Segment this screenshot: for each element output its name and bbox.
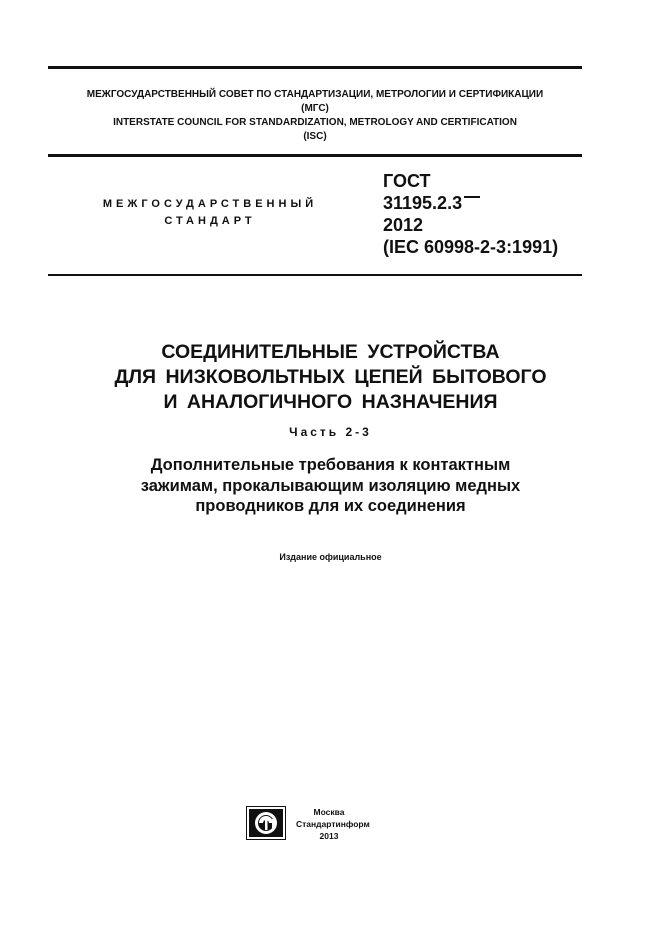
- standard-type: [70, 196, 350, 230]
- header-divider-rule: [48, 154, 582, 157]
- title-line1: СОЕДИНИТЕЛЬНЫЕ УСТРОЙСТВА: [161, 341, 500, 363]
- standard-code: ГОСТ: [383, 171, 431, 191]
- council-name-ru: МЕЖГОСУДАРСТВЕННЫЙ СОВЕТ ПО СТАНДАРТИЗАЦИИ, МЕТРОЛОГИИ И СЕРТИФИКАЦИИ: [86, 89, 544, 100]
- council-abbr-ru: (МГС): [301, 103, 329, 114]
- title-line3: И АНАЛОГИЧНОГО НАЗНАЧЕНИЯ: [163, 391, 498, 413]
- council-header: [48, 88, 582, 144]
- edition-note: Издание официальное: [279, 552, 382, 562]
- council-name-en: INTERSTATE COUNCIL FOR STANDARDIZATION, METROLOGY AND CERTIFICATION: [113, 117, 517, 128]
- number-dash: [464, 196, 480, 198]
- standard-year: 2012: [383, 215, 424, 235]
- publisher-city: Москва: [313, 807, 345, 817]
- standartinform-logo-icon: [246, 806, 286, 840]
- part-number: Часть 2-3: [289, 425, 372, 439]
- title-line2: ДЛЯ НИЗКОВОЛЬТНЫХ ЦЕПЕЙ БЫТОВОГО: [114, 366, 547, 388]
- designation-divider-rule: [48, 274, 582, 276]
- document-subtitle: [20, 455, 641, 517]
- top-rule: [48, 66, 582, 69]
- council-abbr-en: (ISC): [303, 131, 327, 142]
- standard-type-line2: СТАНДАРТ: [164, 215, 256, 227]
- standard-type-line1: МЕЖГОСУДАРСТВЕННЫЙ: [102, 198, 318, 210]
- subtitle-line1: Дополнительные требования к контактным: [150, 456, 511, 474]
- standard-number: 31195.2.3: [383, 193, 463, 213]
- subtitle-line2: зажимам, прокалывающим изоляцию медных: [140, 476, 521, 495]
- publisher-year: 2013: [319, 831, 339, 841]
- publisher-block: [296, 806, 370, 842]
- publisher-name: Стандартинформ: [296, 819, 370, 829]
- standard-iec-reference: (IEC 60998-2-3:1991): [383, 237, 559, 257]
- standard-designation: [383, 170, 558, 258]
- standard-number-line: [383, 192, 558, 214]
- subtitle-line3: проводников для их соединения: [195, 497, 466, 515]
- document-title: [20, 340, 641, 415]
